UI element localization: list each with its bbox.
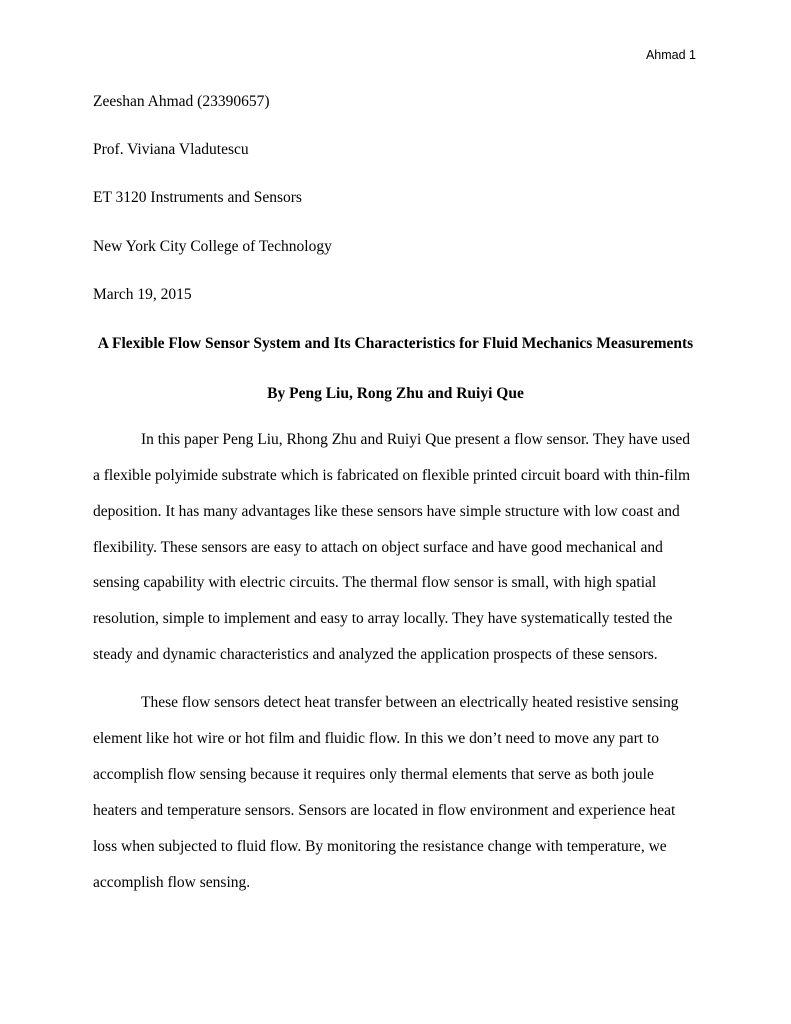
article-title: A Flexible Flow Sensor System and Its Characteristics for Fluid Mechanics Measurements (97, 335, 694, 352)
document-date: March 19, 2015 (93, 286, 192, 303)
paragraph-line: loss when subjected to fluid flow. By monitoring the resistance change with temperature, we (93, 838, 667, 855)
running-header: Ahmad 1 (645, 48, 696, 62)
course-name: ET 3120 Instruments and Sensors (93, 189, 302, 206)
paragraph-line: steady and dynamic characteristics and analyzed the application prospects of these sensors. (93, 646, 658, 663)
paragraph-line: heaters and temperature sensors. Sensors are located in flow environment and experience heat (93, 802, 676, 819)
paragraph-line: a flexible polyimide substrate which is fabricated on flexible printed circuit board with thin-film (93, 467, 691, 484)
paragraph-line: resolution, simple to implement and easy to array locally. They have systematically tested the (93, 610, 673, 627)
article-byline: By Peng Liu, Rong Zhu and Ruiyi Que (267, 385, 524, 402)
professor-name: Prof. Viviana Vladutescu (93, 141, 249, 158)
paragraph-line: element like hot wire or hot film and fluidic flow. In this we don’t need to move any part to (93, 730, 660, 747)
paragraph-line: In this paper Peng Liu, Rhong Zhu and Ruiyi Que present a flow sensor. They have used (141, 431, 691, 448)
paragraph-line: flexibility. These sensors are easy to attach on object surface and have good mechanical and (93, 539, 663, 556)
paragraph-line: sensing capability with electric circuits. The thermal flow sensor is small, with high spatial (93, 574, 657, 591)
author-name: Zeeshan Ahmad (23390657) (93, 93, 270, 110)
institution-name: New York City College of Technology (93, 238, 332, 255)
paragraph-line: accomplish flow sensing. (93, 874, 251, 891)
paragraph-line: accomplish flow sensing because it requires only thermal elements that serve as both joule (93, 766, 654, 783)
paragraph-line: These flow sensors detect heat transfer between an electrically heated resistive sensing (141, 694, 679, 711)
paragraph-line: deposition. It has many advantages like these sensors have simple structure with low coast and (93, 503, 680, 520)
